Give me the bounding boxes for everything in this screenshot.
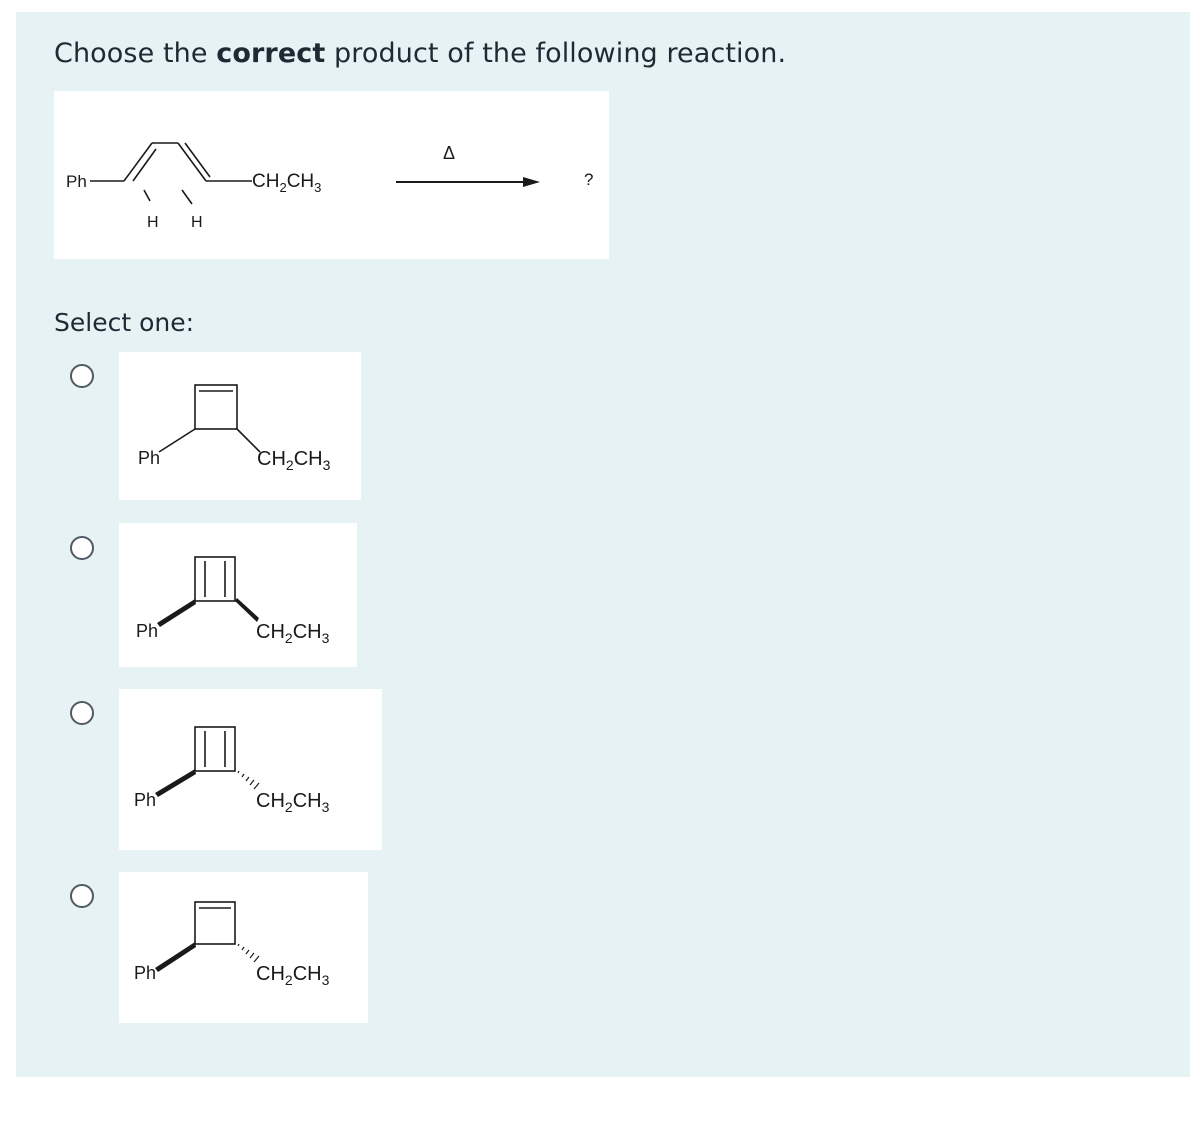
option-b-radio[interactable]	[70, 536, 94, 560]
option-d-structure	[119, 872, 368, 1023]
question-prefix: Choose the	[54, 38, 217, 69]
option-b-ethyl-label: $CH_2CH_3$	[256, 621, 330, 646]
question-emphasis: correct	[216, 38, 326, 69]
option-c-structure	[119, 689, 382, 850]
product-unknown-label: ?	[584, 170, 594, 189]
option-c-wedge-bond	[155, 769, 196, 797]
option-b-wedge-bond	[157, 599, 196, 627]
reactant-h-label-2: H	[191, 214, 203, 231]
option-c-ethyl-label: $CH_2CH_3$	[256, 790, 330, 815]
heat-condition-label: Δ	[443, 143, 456, 163]
reactant-bonds	[90, 143, 252, 204]
question-text	[54, 38, 786, 69]
option-b-card[interactable]	[119, 523, 357, 667]
option-b-ph-label: Ph	[136, 621, 159, 641]
option-b-bonds	[195, 557, 235, 601]
option-d-ethyl-label: $CH_2CH_3$	[256, 963, 330, 988]
reactant-h-label-1: H	[147, 214, 159, 231]
option-a-structure	[119, 352, 361, 500]
option-a-card[interactable]	[119, 352, 361, 500]
option-d-bonds	[195, 902, 235, 944]
reaction-arrow	[396, 177, 540, 187]
option-b-structure	[119, 523, 357, 667]
select-one-label: Select one:	[54, 308, 195, 337]
option-c-hash-bond	[238, 771, 259, 789]
option-d-wedge-bond	[155, 942, 196, 972]
option-a-ethyl-label: $CH_2CH_3$	[257, 448, 331, 473]
option-b-wedge-bond-2	[235, 598, 259, 622]
reactant-ph-label: Ph	[66, 172, 87, 191]
option-c-bonds	[195, 727, 235, 771]
option-d-hash-bond	[238, 944, 259, 962]
reaction-structure	[54, 91, 609, 259]
option-a-bonds	[159, 385, 260, 452]
option-c-card[interactable]	[119, 689, 382, 850]
option-c-radio[interactable]	[70, 701, 94, 725]
option-c-ph-label: Ph	[134, 790, 157, 810]
reactant-ethyl-label: $CH_2CH_3$	[252, 171, 322, 195]
option-a-ph-label: Ph	[138, 448, 161, 468]
reaction-scheme	[54, 91, 609, 259]
option-d-ph-label: Ph	[134, 963, 157, 983]
option-a-radio[interactable]	[70, 364, 94, 388]
option-d-radio[interactable]	[70, 884, 94, 908]
question-suffix: product of the following reaction.	[325, 38, 787, 69]
option-d-card[interactable]	[119, 872, 368, 1023]
